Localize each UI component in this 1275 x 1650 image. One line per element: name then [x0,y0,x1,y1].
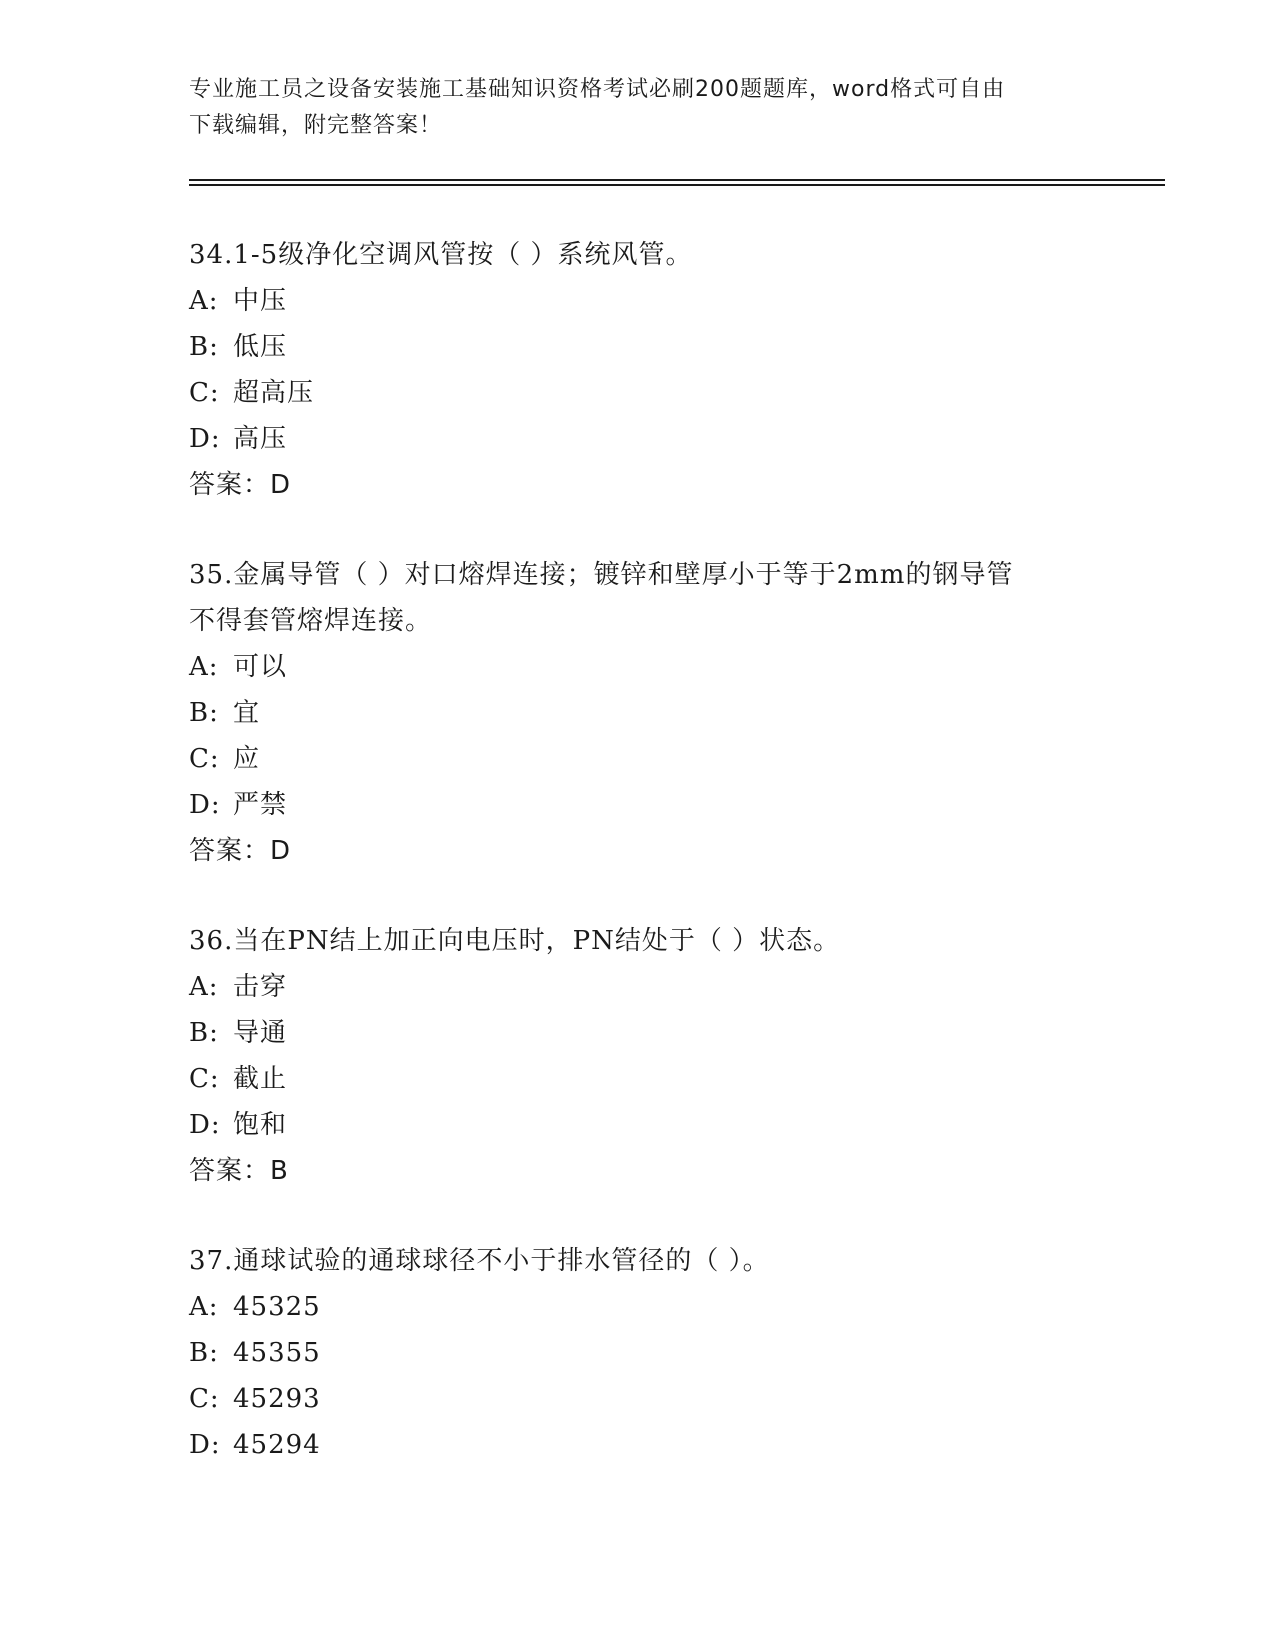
question-stem: 37.通球试验的通球球径不小于排水管径的（ ）。 [189,1246,770,1276]
option-text: 45293 [233,1384,321,1414]
option-d [189,782,1089,828]
option-label: A: [189,972,219,1002]
intro-line-1: 专业施工员之设备安装施工基础知识资格考试必刷200题题库，word格式可自由 [189,77,1006,102]
option-label: D: [189,1430,221,1460]
answer: 答案：B [189,1156,289,1186]
option-d [189,1422,1089,1468]
option-a [189,964,1089,1010]
question-list [189,232,1089,1512]
answer: 答案：D [189,836,292,866]
answer: 答案：D [189,470,292,500]
option-label: A: [189,1292,219,1322]
option-label: C: [189,378,220,408]
option-c [189,1056,1089,1102]
option-label: C: [189,744,220,774]
question-37 [189,1238,1089,1468]
option-label: D: [189,790,221,820]
option-text: 45325 [233,1292,321,1322]
option-label: B: [189,1338,219,1368]
option-a [189,278,1089,324]
document-intro [189,72,1089,144]
option-label: D: [189,1110,221,1140]
question-34 [189,232,1089,508]
option-b [189,1330,1089,1376]
header-divider-bottom [189,184,1165,186]
header-divider-top [189,179,1165,181]
option-text: 击穿 [233,972,288,1002]
option-label: D: [189,424,221,454]
option-b [189,324,1089,370]
option-label: B: [189,332,219,362]
intro-line-2: 下载编辑，附完整答案！ [189,113,443,138]
option-text: 45355 [233,1338,321,1368]
option-text: 截止 [233,1064,288,1094]
question-stem: 34.1-5级净化空调风管按（ ）系统风管。 [189,240,693,270]
option-text: 宜 [233,698,261,728]
option-label: B: [189,698,219,728]
option-d [189,416,1089,462]
question-36 [189,918,1089,1194]
option-text: 低压 [233,332,288,362]
question-35 [189,552,1089,874]
option-text: 导通 [233,1018,288,1048]
option-text: 中压 [233,286,288,316]
option-label: A: [189,286,219,316]
option-b [189,1010,1089,1056]
option-label: C: [189,1064,220,1094]
option-c [189,1376,1089,1422]
option-text: 可以 [233,652,288,682]
option-b [189,690,1089,736]
option-text: 饱和 [233,1110,288,1140]
option-c [189,370,1089,416]
option-label: C: [189,1384,220,1414]
option-a [189,644,1089,690]
option-c [189,736,1089,782]
question-stem-line-1: 35.金属导管（ ）对口熔焊连接；镀锌和壁厚小于等于2mm的钢导管 [189,560,1014,590]
option-text: 超高压 [233,378,315,408]
option-text: 应 [233,744,261,774]
option-d [189,1102,1089,1148]
option-text: 高压 [233,424,288,454]
option-text: 严禁 [233,790,288,820]
question-stem: 36.当在PN结上加正向电压时，PN结处于（ ）状态。 [189,926,841,956]
option-text: 45294 [233,1430,321,1460]
option-a [189,1284,1089,1330]
option-label: A: [189,652,219,682]
question-stem-line-2: 不得套管熔焊连接。 [189,606,433,636]
option-label: B: [189,1018,219,1048]
